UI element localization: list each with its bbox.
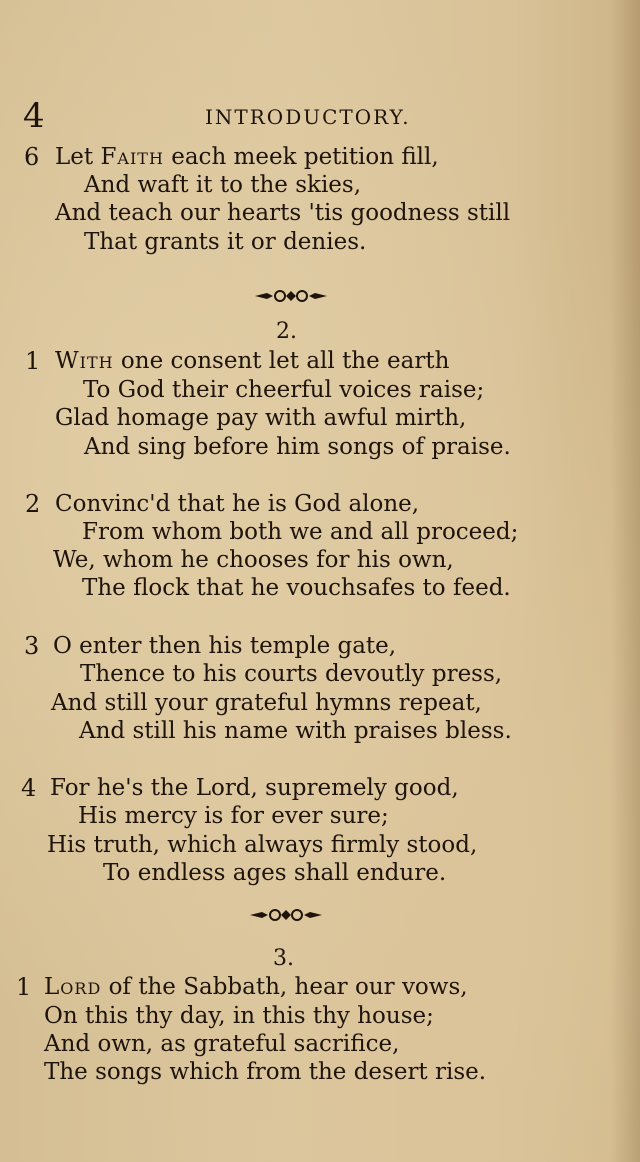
verse-line: And teach our hearts 'tis goodness still bbox=[55, 200, 511, 226]
verse-line: His mercy is for ever sure; bbox=[78, 803, 389, 829]
verse-line: Lord of the Sabbath, hear our vows, bbox=[44, 974, 468, 1000]
verse-line: His truth, which always firmly stood, bbox=[47, 832, 478, 858]
verse-number: 4 bbox=[21, 774, 37, 802]
verse-line: And still his name with praises bless. bbox=[79, 718, 512, 744]
verse-line: Convinc'd that he is God alone, bbox=[55, 491, 420, 517]
ornament-divider bbox=[253, 288, 329, 304]
verse-line: On this thy day, in this thy house; bbox=[44, 1003, 434, 1029]
verse-line: To God their cheerful voices raise; bbox=[83, 377, 485, 403]
hymn-number: 2. bbox=[276, 319, 297, 344]
verse-number: 6 bbox=[24, 143, 40, 171]
verse-line: O enter then his temple gate, bbox=[53, 633, 397, 659]
verse-number: 1 bbox=[25, 347, 41, 375]
verse-line: And own, as grateful sacrifice, bbox=[44, 1031, 400, 1057]
page-number: 4 bbox=[23, 96, 45, 136]
verse-line: Glad homage pay with awful mirth, bbox=[55, 405, 467, 431]
verse-line: The songs which from the desert rise. bbox=[44, 1059, 487, 1085]
verse-line: From whom both we and all proceed; bbox=[82, 519, 519, 545]
hymn-number: 3. bbox=[273, 946, 294, 971]
verse-line: That grants it or denies. bbox=[84, 229, 367, 255]
verse-number: 2 bbox=[25, 490, 41, 518]
verse-number: 3 bbox=[24, 632, 40, 660]
verse-line: Let Faith each meek petition fill, bbox=[55, 144, 439, 170]
verse-line: And still your grateful hymns repeat, bbox=[51, 690, 482, 716]
verse-line: We, whom he chooses for his own, bbox=[53, 547, 454, 573]
page-edge-shadow bbox=[610, 0, 640, 1162]
verse-line: And sing before him songs of praise. bbox=[84, 434, 511, 460]
verse-line: For he's the Lord, supremely good, bbox=[50, 775, 459, 801]
verse-line: And waft it to the skies, bbox=[84, 172, 362, 198]
verse-line: To endless ages shall endure. bbox=[103, 860, 447, 886]
running-head: INTRODUCTORY. bbox=[205, 105, 411, 129]
verse-line: Thence to his courts devoutly press, bbox=[80, 661, 503, 687]
verse-line: The flock that he vouchsafes to feed. bbox=[82, 575, 511, 601]
verse-number: 1 bbox=[16, 973, 32, 1001]
verse-line: With one consent let all the earth bbox=[55, 348, 450, 374]
ornament-divider bbox=[248, 907, 324, 923]
